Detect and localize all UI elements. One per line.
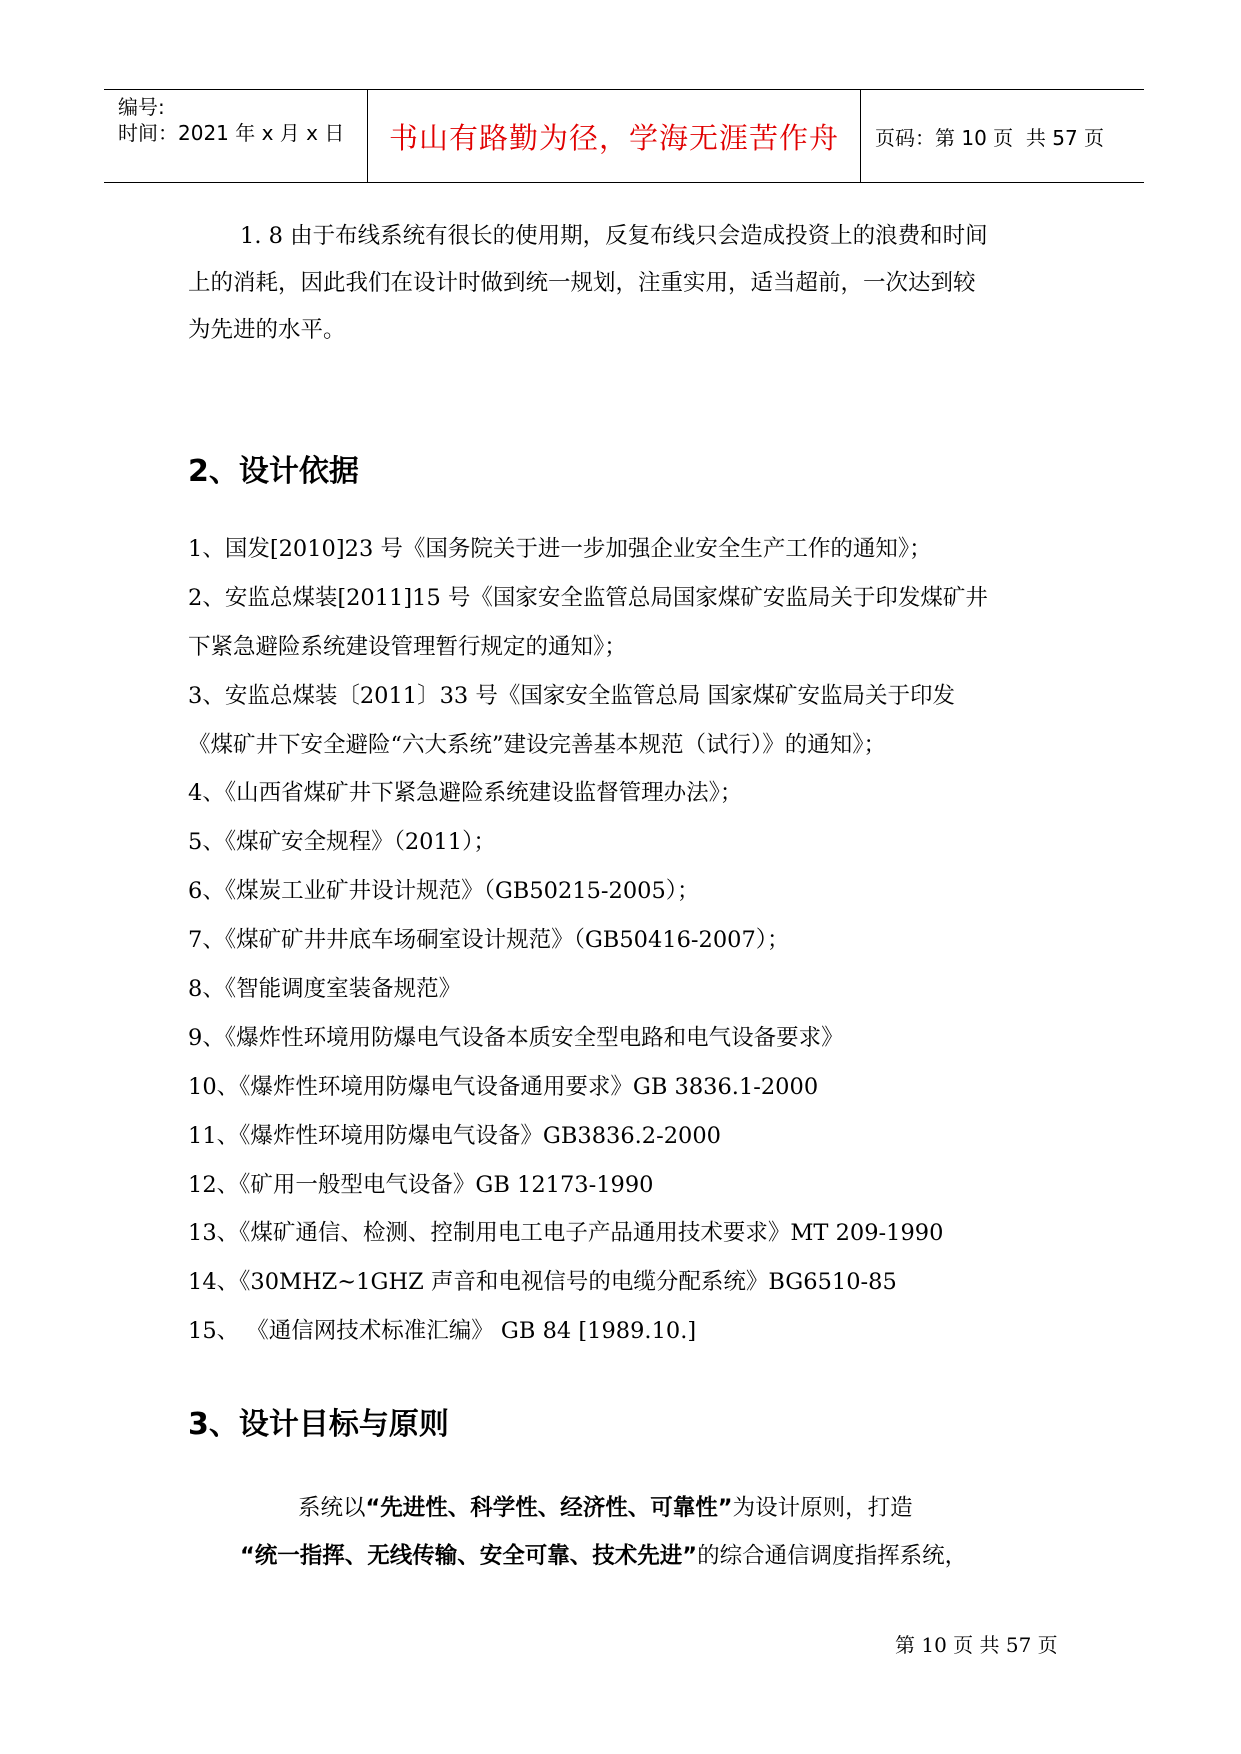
principles-emphasis-1: “先进性、科学性、经济性、可靠性”	[365, 1495, 733, 1521]
principles-suffix-1: 为设计原则，打造	[732, 1495, 913, 1521]
header-motto: 书山有路勤为径，学海无涯苦作舟	[388, 120, 839, 155]
header-meta-cell	[104, 90, 368, 182]
reference-item: 3、安监总煤装〔2011〕33 号《国家安全监管总局 国家煤矿安监局关于印发	[188, 682, 956, 709]
reference-item: 9、《爆炸性环境用防爆电气设备本质安全型电路和电气设备要求》	[188, 1024, 844, 1051]
reference-item: 13、《煤矿通信、检测、控制用电工电子产品通用技术要求》MT 209-1990	[188, 1220, 944, 1247]
intro-line-3: 为先进的水平。	[188, 317, 346, 343]
reference-item: 5、《煤矿安全规程》（2011）；	[188, 829, 496, 856]
section-2-title: 2、设计依据	[188, 454, 359, 489]
reference-item: 6、《煤炭工业矿井设计规范》（GB50215-2005）；	[188, 878, 700, 905]
reference-item: 2、安监总煤装[2011]15 号《国家安全监管总局国家煤矿安监局关于印发煤矿井	[188, 584, 988, 611]
reference-item: 14、《30MHZ~1GHZ 声音和电视信号的电缆分配系统》BG6510-85	[188, 1269, 897, 1296]
header-code-label: 编号:	[118, 95, 165, 119]
header-page-info: 页码：第 10 页 共 57 页	[875, 125, 1105, 150]
principles-line-2	[240, 1538, 1120, 1570]
section-3-title: 3、设计目标与原则	[188, 1407, 449, 1442]
header-time-label: 时间：2021 年 x 月 x 日	[118, 121, 345, 145]
intro-line-2: 上的消耗，因此我们在设计时做到统一规划，注重实用，适当超前，一次达到较	[188, 270, 976, 296]
reference-item: 7、《煤矿矿井井底车场硐室设计规范》（GB50416-2007）；	[188, 927, 790, 954]
reference-item: 11、《爆炸性环境用防爆电气设备》GB3836.2-2000	[188, 1122, 721, 1149]
principles-line-1	[298, 1490, 1178, 1522]
page-footer: 第 10 页 共 57 页	[895, 1633, 1058, 1657]
principles-suffix-2: 的综合通信调度指挥系统，	[697, 1543, 968, 1569]
principles-emphasis-2: “统一指挥、无线传输、安全可靠、技术先进”	[240, 1543, 698, 1569]
reference-item: 下紧急避险系统建设管理暂行规定的通知》；	[188, 633, 627, 660]
reference-item: 10、《爆炸性环境用防爆电气设备通用要求》GB 3836.1-2000	[188, 1073, 819, 1100]
reference-item: 4、《山西省煤矿井下紧急避险系统建设监督管理办法》；	[188, 780, 743, 807]
header-motto-cell	[368, 90, 861, 182]
reference-item: 15、 《通信网技术标准汇编》 GB 84 [1989.10.]	[188, 1318, 697, 1345]
intro-line-1: 1. 8 由于布线系统有很长的使用期，反复布线只会造成投资上的浪费和时间	[240, 223, 988, 249]
reference-item: 1、国发[2010]23 号《国务院关于进一步加强企业安全生产工作的通知》；	[188, 536, 932, 562]
page-header	[104, 89, 1144, 183]
principles-prefix: 系统以	[298, 1495, 366, 1521]
reference-item: 8、《智能调度室装备规范》	[188, 976, 462, 1003]
reference-item: 12、《矿用一般型电气设备》GB 12173-1990	[188, 1171, 654, 1198]
reference-list	[188, 525, 1088, 1356]
reference-item: 《煤矿井下安全避险“六大系统”建设完善基本规范（试行）》的通知》；	[188, 731, 887, 758]
